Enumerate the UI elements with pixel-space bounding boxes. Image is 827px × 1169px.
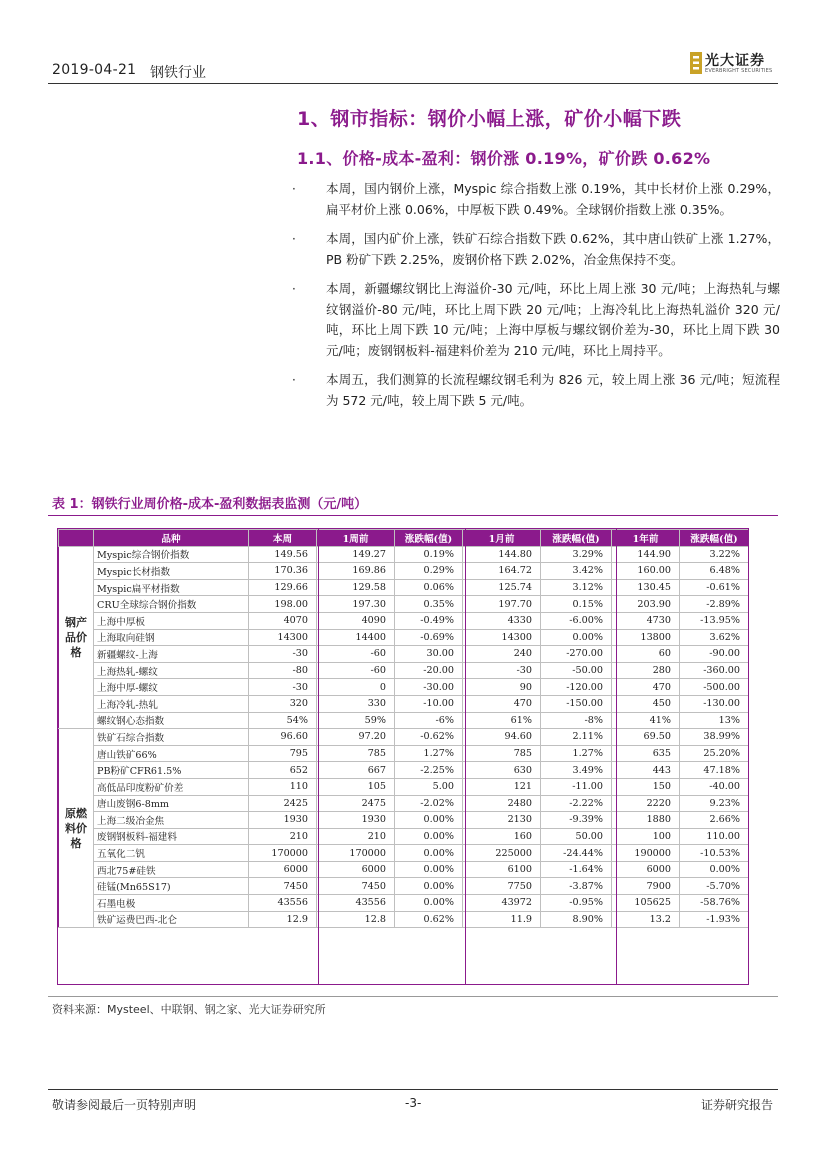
table-cell: -150.00: [541, 695, 612, 712]
row-label: 五氧化二钒: [94, 845, 249, 862]
table-cell: -5.70%: [680, 878, 749, 895]
table-cell: 90: [463, 679, 541, 696]
table-cell: -9.39%: [541, 812, 612, 829]
table-cell: -500.00: [680, 679, 749, 696]
table-cell: -2.02%: [395, 795, 463, 812]
table-cell: 280: [612, 662, 680, 679]
table-cell: 190000: [612, 845, 680, 862]
table-cell: 125.74: [463, 579, 541, 596]
table-cell: 0.19%: [395, 546, 463, 563]
row-label: 废钢钢板料-福建料: [94, 828, 249, 845]
disclaimer-note: 敬请参阅最后一页特别声明: [52, 1098, 197, 1112]
table-cell: 2425: [249, 795, 317, 812]
column-header: 涨跌幅(值): [395, 530, 463, 547]
table-title-divider: [48, 515, 778, 516]
row-label: Myspic综合钢价指数: [94, 546, 249, 563]
table-cell: 38.99%: [680, 729, 749, 746]
table-cell: 7450: [249, 878, 317, 895]
table-cell: 6100: [463, 861, 541, 878]
report-type: 证券研究报告: [701, 1098, 774, 1112]
table-cell: 12.8: [317, 911, 395, 928]
table-cell: 3.62%: [680, 629, 749, 646]
table-cell: -0.69%: [395, 629, 463, 646]
table-cell: 149.27: [317, 546, 395, 563]
table-cell: 795: [249, 745, 317, 762]
table-frame: [57, 528, 749, 985]
table-cell: 12.9: [249, 911, 317, 928]
table-cell: 210: [249, 828, 317, 845]
table-cell: -24.44%: [541, 845, 612, 862]
row-label: 高低品印度粉矿价差: [94, 778, 249, 795]
table-cell: 0: [317, 679, 395, 696]
table-cell: 13800: [612, 629, 680, 646]
table-cell: 0.29%: [395, 563, 463, 580]
table-cell: 1.27%: [395, 745, 463, 762]
table-cell: 110: [249, 778, 317, 795]
table-cell: 150: [612, 778, 680, 795]
table-cell: 4730: [612, 612, 680, 629]
table-cell: 2130: [463, 812, 541, 829]
row-label: 铁矿石综合指数: [94, 729, 249, 746]
table-cell: 3.49%: [541, 762, 612, 779]
table-cell: -60: [317, 662, 395, 679]
table-cell: 203.90: [612, 596, 680, 613]
bullet-item: [292, 179, 780, 220]
table-cell: -80: [249, 662, 317, 679]
table-cell: 0.00%: [395, 861, 463, 878]
table-cell: 129.66: [249, 579, 317, 596]
table-cell: 4070: [249, 612, 317, 629]
table-cell: -30: [463, 662, 541, 679]
table-cell: 330: [317, 695, 395, 712]
table-cell: 110.00: [680, 828, 749, 845]
table-cell: 13.2: [612, 911, 680, 928]
bullet-text: 本周五，我们测算的长流程螺纹钢毛利为 826 元，较上周上涨 36 元/吨；短流程为 572 元/吨，较上周下跌 5 元/吨。: [326, 372, 780, 408]
table-cell: 14300: [463, 629, 541, 646]
table-cell: 0.35%: [395, 596, 463, 613]
table-cell: 450: [612, 695, 680, 712]
table-cell: 0.00%: [395, 828, 463, 845]
row-label: PB粉矿CFR61.5%: [94, 762, 249, 779]
table-cell: 43972: [463, 895, 541, 912]
logo-name: 光大证券: [705, 53, 765, 69]
table-cell: 69.50: [612, 729, 680, 746]
table-cell: 4090: [317, 612, 395, 629]
subsection-heading: 1.1、价格-成本-盈利：钢价涨 0.19%，矿价跌 0.62%: [297, 149, 711, 168]
table-cell: -13.95%: [680, 612, 749, 629]
table-cell: -0.61%: [680, 579, 749, 596]
table-cell: 3.42%: [541, 563, 612, 580]
table-cell: -30: [249, 646, 317, 663]
row-label: 上海二级冶金焦: [94, 812, 249, 829]
table-cell: 50.00: [541, 828, 612, 845]
table-cell: -2.89%: [680, 596, 749, 613]
table-cell: 470: [463, 695, 541, 712]
header-divider: [48, 83, 778, 84]
bullet-text: 本周，新疆螺纹钢比上海溢价-30 元/吨，环比上周上涨 30 元/吨；上海热轧与螺纹钢溢价-80 元/吨，环比上周下跌 20 元/吨；上海冷轧比上海热轧溢价 320 元/吨，环比上周下跌 10 元/吨；上海中厚板与螺纹钢价差为-30，环比上周下跌 30 元/吨；废钢钢板料-福建料价差为 210 元/吨，环比上周持平。: [326, 281, 780, 358]
table-cell: 197.70: [463, 596, 541, 613]
table-cell: 105625: [612, 895, 680, 912]
logo-english: EVERBRIGHT SECURITIES: [705, 68, 773, 74]
table-cell: 2.11%: [541, 729, 612, 746]
table-cell: -1.93%: [680, 911, 749, 928]
table-cell: -8%: [541, 712, 612, 729]
table-cell: 59%: [317, 712, 395, 729]
table-cell: -10.53%: [680, 845, 749, 862]
table-cell: -50.00: [541, 662, 612, 679]
row-label: 上海冷轧-热轧: [94, 695, 249, 712]
table-cell: 100: [612, 828, 680, 845]
table-cell: 9.23%: [680, 795, 749, 812]
table-cell: -6.00%: [541, 612, 612, 629]
table-cell: -120.00: [541, 679, 612, 696]
table-cell: -130.00: [680, 695, 749, 712]
column-header: 品种: [94, 530, 249, 547]
table-cell: 197.30: [317, 596, 395, 613]
table-cell: 3.29%: [541, 546, 612, 563]
row-label: 铁矿运费巴西-北仑: [94, 911, 249, 928]
table-cell: -270.00: [541, 646, 612, 663]
table-cell: 105: [317, 778, 395, 795]
table-cell: -40.00: [680, 778, 749, 795]
table-cell: -2.22%: [541, 795, 612, 812]
bullet-text: 本周，国内钢价上涨，Myspic 综合指数上涨 0.19%，其中长材价上涨 0.29%，扁平材价上涨 0.06%，中厚板下跌 0.49%。全球钢价指数上涨 0.35%。: [326, 181, 780, 217]
table-cell: 0.00%: [541, 629, 612, 646]
row-label: 唐山铁矿66%: [94, 745, 249, 762]
column-header: 1月前: [463, 530, 541, 547]
table-cell: -58.76%: [680, 895, 749, 912]
data-source-note: 资料来源：Mysteel、中联钢、钢之家、光大证券研究所: [52, 1003, 326, 1016]
table-cell: -30: [249, 679, 317, 696]
bullet-text: 本周，国内矿价上涨，铁矿石综合指数下跌 0.62%，其中唐山铁矿上涨 1.27%，PB 粉矿下跌 2.25%，废钢价格下跌 2.02%，冶金焦保持不变。: [326, 231, 780, 267]
table-cell: 1880: [612, 812, 680, 829]
row-label: 石墨电极: [94, 895, 249, 912]
table-cell: 97.20: [317, 729, 395, 746]
table-cell: 144.90: [612, 546, 680, 563]
bullet-dot-icon: ·: [292, 373, 296, 387]
table-cell: -60: [317, 646, 395, 663]
table-cell: 0.00%: [395, 895, 463, 912]
table-cell: 7900: [612, 878, 680, 895]
table-cell: -11.00: [541, 778, 612, 795]
footer-divider: [48, 1089, 778, 1090]
column-header: 1年前: [612, 530, 680, 547]
report-date: 2019-04-21: [52, 62, 137, 78]
table-cell: 667: [317, 762, 395, 779]
column-header: 涨跌幅(值): [541, 530, 612, 547]
table-cell: 6000: [612, 861, 680, 878]
table-cell: 160: [463, 828, 541, 845]
row-label: 唐山废钢6-8mm: [94, 795, 249, 812]
table-cell: 1.27%: [541, 745, 612, 762]
row-label: 上海取向硅钢: [94, 629, 249, 646]
table-cell: 0.00%: [395, 845, 463, 862]
table-cell: 94.60: [463, 729, 541, 746]
table-cell: 4330: [463, 612, 541, 629]
table-cell: 0.00%: [395, 878, 463, 895]
table-cell: 2220: [612, 795, 680, 812]
section-heading: 1、钢市指标：钢价小幅上涨，矿价小幅下跌: [297, 108, 682, 130]
page-number: -3-: [405, 1096, 422, 1110]
bullet-dot-icon: ·: [292, 182, 296, 196]
table-cell: 160.00: [612, 563, 680, 580]
table-cell: 14300: [249, 629, 317, 646]
table-cell: -6%: [395, 712, 463, 729]
row-label: Myspic扁平材指数: [94, 579, 249, 596]
table-cell: 6000: [317, 861, 395, 878]
table-cell: 41%: [612, 712, 680, 729]
table-cell: 3.22%: [680, 546, 749, 563]
table-cell: 320: [249, 695, 317, 712]
table-cell: 60: [612, 646, 680, 663]
table-cell: 170000: [249, 845, 317, 862]
table-cell: 225000: [463, 845, 541, 862]
table-cell: 11.9: [463, 911, 541, 928]
table-cell: -1.64%: [541, 861, 612, 878]
table-cell: 785: [317, 745, 395, 762]
table-cell: 0.15%: [541, 596, 612, 613]
row-label: 上海中厚-螺纹: [94, 679, 249, 696]
bullet-item: [292, 229, 780, 270]
table-cell: 5.00: [395, 778, 463, 795]
row-label: 上海热轧-螺纹: [94, 662, 249, 679]
row-label: 螺纹钢心态指数: [94, 712, 249, 729]
column-header: 涨跌幅(值): [680, 530, 749, 547]
table-cell: 30.00: [395, 646, 463, 663]
table-cell: 61%: [463, 712, 541, 729]
table-cell: 47.18%: [680, 762, 749, 779]
table-cell: 785: [463, 745, 541, 762]
table-cell: -10.00: [395, 695, 463, 712]
table-cell: 1930: [317, 812, 395, 829]
row-label: CRU全球综合钢价指数: [94, 596, 249, 613]
table-cell: 96.60: [249, 729, 317, 746]
table-cell: -2.25%: [395, 762, 463, 779]
table-cell: -90.00: [680, 646, 749, 663]
table-cell: 470: [612, 679, 680, 696]
bullet-dot-icon: ·: [292, 232, 296, 246]
table-cell: -20.00: [395, 662, 463, 679]
row-label: 西北75#硅铁: [94, 861, 249, 878]
row-group-label: 原燃料价格: [59, 729, 94, 928]
table-cell: 6000: [249, 861, 317, 878]
table-cell: -0.95%: [541, 895, 612, 912]
row-group-label: 钢产品价格: [59, 546, 94, 729]
table-cell: 7750: [463, 878, 541, 895]
table-cell: -0.49%: [395, 612, 463, 629]
table-cell: 2480: [463, 795, 541, 812]
table-cell: -360.00: [680, 662, 749, 679]
table-cell: 14400: [317, 629, 395, 646]
bullet-dot-icon: ·: [292, 282, 296, 296]
row-label: Myspic长材指数: [94, 563, 249, 580]
row-label: 新疆螺纹-上海: [94, 646, 249, 663]
table-cell: 443: [612, 762, 680, 779]
table-cell: 630: [463, 762, 541, 779]
column-header: 本周: [249, 530, 317, 547]
source-divider: [48, 996, 778, 997]
table-cell: 144.80: [463, 546, 541, 563]
industry-label: 钢铁行业: [150, 65, 206, 81]
table-cell: 0.06%: [395, 579, 463, 596]
table-cell: 25.20%: [680, 745, 749, 762]
table-cell: 13%: [680, 712, 749, 729]
bullet-item: [292, 370, 780, 411]
row-label: 上海中厚板: [94, 612, 249, 629]
table-cell: 240: [463, 646, 541, 663]
table-cell: 3.12%: [541, 579, 612, 596]
table-cell: 169.86: [317, 563, 395, 580]
table-cell: 129.58: [317, 579, 395, 596]
table-cell: 652: [249, 762, 317, 779]
table-cell: 210: [317, 828, 395, 845]
table-cell: 130.45: [612, 579, 680, 596]
table-cell: 198.00: [249, 596, 317, 613]
company-logo: [690, 50, 780, 78]
table-cell: 2.66%: [680, 812, 749, 829]
table-cell: 0.62%: [395, 911, 463, 928]
table-cell: 170.36: [249, 563, 317, 580]
table-cell: 149.56: [249, 546, 317, 563]
table-cell: 0.00%: [680, 861, 749, 878]
column-header: 1周前: [317, 530, 395, 547]
table-cell: 635: [612, 745, 680, 762]
table-cell: 54%: [249, 712, 317, 729]
table-cell: 1930: [249, 812, 317, 829]
table-title: 表 1：钢铁行业周价格-成本-盈利数据表监测（元/吨）: [52, 497, 368, 512]
row-label: 硅锰(Mn65S17): [94, 878, 249, 895]
table-cell: -30.00: [395, 679, 463, 696]
table-cell: -3.87%: [541, 878, 612, 895]
table-cell: 6.48%: [680, 563, 749, 580]
table-cell: 8.90%: [541, 911, 612, 928]
everbright-logo-icon: [690, 52, 702, 74]
table-cell: -0.62%: [395, 729, 463, 746]
table-cell: 43556: [249, 895, 317, 912]
table-cell: 170000: [317, 845, 395, 862]
bullet-item: [292, 279, 780, 361]
table-cell: 164.72: [463, 563, 541, 580]
summary-bullets: [292, 179, 780, 420]
table-cell: 43556: [317, 895, 395, 912]
table-cell: 0.00%: [395, 812, 463, 829]
table-cell: 2475: [317, 795, 395, 812]
table-cell: 7450: [317, 878, 395, 895]
table-cell: 121: [463, 778, 541, 795]
